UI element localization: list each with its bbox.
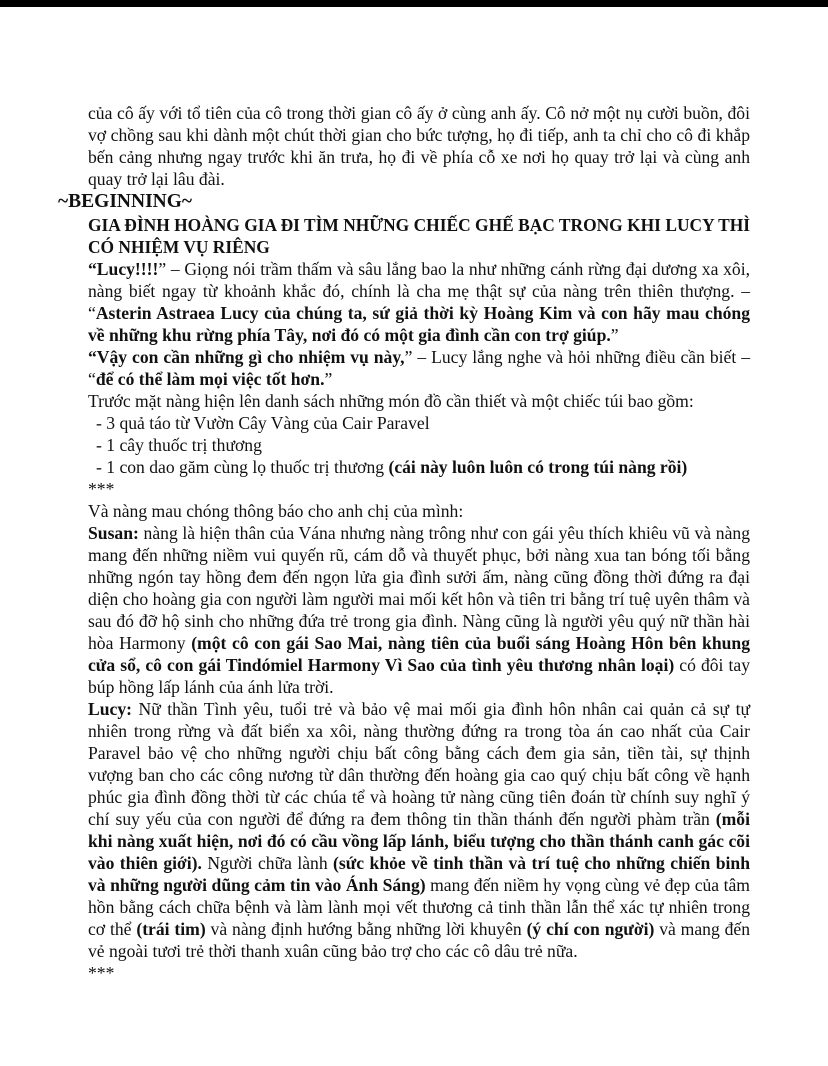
top-bar (0, 0, 828, 7)
paragraph-question (88, 346, 750, 390)
section-heading: ~BEGINNING~ (58, 191, 193, 212)
bold-text: (mỗi khi nàng xuất hiện, nơi đó có cầu vồng lấp lánh, biểu tượng cho thần thánh canh gác cõi vào thiên giới). (88, 809, 750, 873)
list-item: - 1 cây thuốc trị thương (96, 435, 262, 455)
text: Nữ thần Tình yêu, tuổi trẻ và bảo vệ mai mối gia đình hôn nhân cai quản cả sự tự nhiên trong rừng và đất biển xa xôi, nàng thường đứng ra trong tòa án cao nhất của Cair Paravel bảo vệ cho những người chịu bất công bằng cách đem gia sản, tiền tài, sự thịnh vượng ban cho các công nương từ dân thường đến hoàng gia cao quý chịu bất công về hạnh phúc gia đình đồng thời từ các chúa tể và hoàng tử nàng cũng tiên đoán từ chính suy nghĩ ý chí suy yếu của con người để đứng ra đem thông tin thần thánh đến người phàm trần (88, 699, 750, 829)
bold-text: (cái này luôn luôn có trong túi nàng rồi) (388, 457, 688, 477)
text: có đôi tay búp hồng lấp lánh của ánh lửa trời. (88, 655, 751, 697)
text: nàng là hiện thân của Vána nhưng nàng trông như con gái yêu thích khiêu vũ và nàng mang đến những niềm vui quyến rũ, cám dỗ và thuyết phục, bởi nàng xua tan bóng tối bằng những ngón tay hồng đem đến ngọn lửa gia đình sưởi ấm, nàng cũng đồng thời đứng ra đại diện cho hoàng gia con người làm người mai mối kết hôn và tiên tri bằng trí tuệ uyên thâm và sau đó đỡ hộ sinh cho những đứa trẻ trong gia đình. Nàng cũng là người yêu quý nữ thần hài hòa Harmony (88, 523, 750, 653)
bold-text: (sức khỏe về tinh thần và trí tuệ cho những chiến binh và những người dũng cảm tin vào Ánh Sáng) (88, 853, 750, 895)
text: ” – Lucy lắng nghe và hỏi những điều cần biết – “ (88, 347, 750, 389)
text: và nàng định hướng bằng những lời khuyên (205, 919, 527, 939)
paragraph-call (88, 258, 750, 346)
list-item: - 3 quả táo từ Vườn Cây Vàng của Cair Paravel (96, 413, 430, 433)
text: và mang đến vẻ ngoài tươi trẻ thời thanh xuân cũng bảo trợ cho các cô dâu trẻ nữa. (88, 919, 751, 961)
text: ” – Giọng nói trầm thấm và sâu lắng bao la như những cánh rừng đại dương xa xôi, nàng biết ngay từ khoảnh khắc đó, chính là cha mẹ thật sự của nàng trên thiên thượng. – “ (88, 259, 750, 323)
bold-text: Asterin Astraea Lucy của chúng ta, sứ giả thời kỳ Hoàng Kim và con hãy mau chóng về những khu rừng phía Tây, nơi đó có một gia đình cần con trợ giúp. (88, 303, 750, 345)
paragraph-announce: Và nàng mau chóng thông báo cho anh chị của mình: (88, 501, 464, 521)
text: Người chữa lành (201, 853, 334, 873)
intro-paragraph: của cô ấy với tổ tiên của cô trong thời gian cô ấy ở cùng anh ấy. Cô nở một nụ cười buồn, đôi vợ chồng sau khi dành một chút thời gian cho bức tượng, họ đi tiếp, anh ta chỉ cho cô đi khắp bến cảng nhưng ngay trước khi ăn trưa, họ đi về phía cỗ xe nơi họ quay trở lại và cùng anh quay trở lại lâu đài. (88, 103, 750, 189)
paragraph-list-intro: Trước mặt nàng hiện lên danh sách những món đồ cần thiết và một chiếc túi bao gồm: (88, 391, 694, 411)
bold-text: (một cô con gái Sao Mai, nàng tiên của buổi sáng Hoàng Hôn bên khung cửa sổ, cô con gái Tindómiel Harmony Vì Sao của tình yêu thương nhân loại) (88, 633, 750, 675)
bold-text: để có thể làm mọi việc tốt hơn. (95, 369, 325, 389)
item-list (88, 412, 750, 478)
chapter-title: GIA ĐÌNH HOÀNG GIA ĐI TÌM NHỮNG CHIẾC GHẾ BẠC TRONG KHI LUCY THÌ CÓ NHIỆM VỤ RIÊNG (88, 215, 750, 257)
bold-text: “Lucy!!!! (88, 259, 159, 279)
paragraph-lucy (88, 698, 750, 962)
text: mang đến niềm hy vọng cùng vẻ đẹp của tâm hồn bằng cách chữa bệnh và làm lành mọi vết thương cả tinh thần lẫn thể xác tự nhiên trong cơ thể (88, 875, 750, 939)
susan-label: Susan: (88, 523, 139, 543)
list-item (88, 456, 750, 478)
separator-end: *** (88, 963, 115, 983)
bold-text: (trái tim) (136, 919, 206, 939)
separator: *** (88, 479, 115, 499)
text: ” (610, 325, 619, 345)
document-page (58, 102, 751, 984)
bold-text: (ý chí con người) (526, 919, 655, 939)
lucy-label: Lucy: (88, 699, 132, 719)
text: ” (324, 369, 333, 389)
bold-text: “Vậy con cần những gì cho nhiệm vụ này, (88, 347, 405, 367)
paragraph-susan (88, 522, 750, 698)
text: - 1 con dao găm cùng lọ thuốc trị thương (96, 457, 389, 477)
